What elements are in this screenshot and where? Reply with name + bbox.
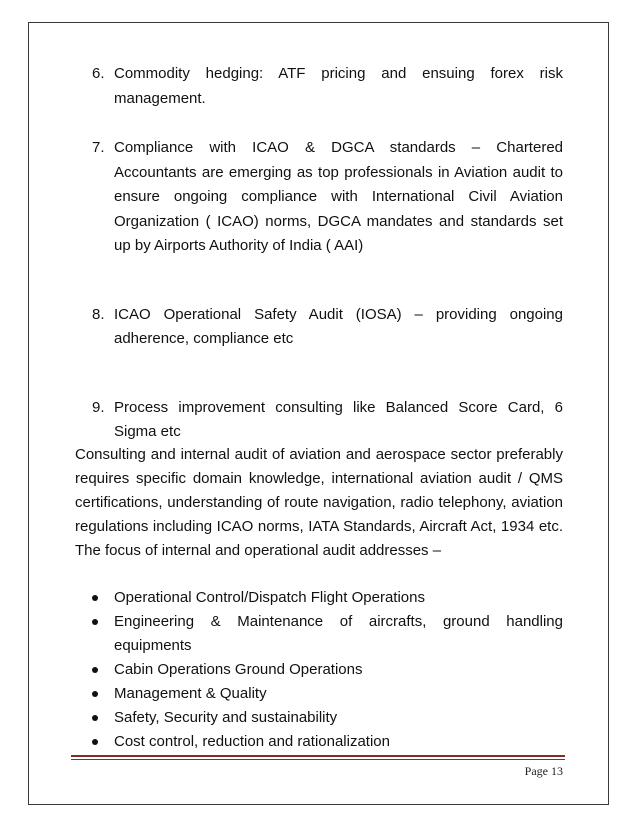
item-text: Process improvement consulting like Balanced Score Card, 6 Sigma etc: [114, 398, 563, 440]
bullet-item: [75, 586, 563, 610]
item-number: 7.: [92, 139, 105, 156]
bullet-icon: [92, 619, 98, 625]
bullet-item: [75, 658, 563, 682]
body-paragraph: Consulting and internal audit of aviation and aerospace sector preferably requires specific domain knowledge, international aviation audit / QMS certifications, understanding of route navigation, radio telephony, aviation regulations including ICAO norms, IATA Standards, Aircraft Act, 1934 etc. The focus of internal and operational audit addresses –: [75, 446, 563, 559]
bullet-icon: [92, 691, 98, 697]
item-number: 9.: [92, 398, 105, 416]
bullet-item: [75, 682, 563, 706]
bullet-text: Engineering & Maintenance of aircrafts, ground handling equipments: [114, 613, 563, 654]
list-item: [75, 62, 563, 111]
item-text: ICAO Operational Safety Audit (IOSA) – providing ongoing adherence, compliance etc: [114, 305, 563, 347]
bullet-text: Safety, Security and sustainability: [114, 709, 338, 726]
bullet-item: [75, 610, 563, 658]
footer-rule-thin: [71, 759, 565, 760]
page-number: Page 13: [524, 764, 563, 778]
bullet-icon: [92, 667, 98, 673]
footer-rule: [71, 755, 565, 757]
bullet-item: [75, 730, 563, 754]
list-item: [75, 136, 563, 259]
bullet-icon: [92, 739, 98, 745]
list-item: [75, 303, 563, 352]
bullet-icon: [92, 595, 98, 601]
bullet-text: Cost control, reduction and rationalization: [114, 733, 390, 750]
bullet-text: Operational Control/Dispatch Flight Operations: [114, 589, 425, 606]
bullet-list: [75, 586, 563, 754]
item-number: 6.: [92, 65, 105, 82]
bullet-text: Cabin Operations Ground Operations: [114, 661, 363, 678]
list-item: [75, 396, 563, 445]
item-text: Compliance with ICAO & DGCA standards – Chartered Accountants are emerging as top professionals in Aviation audit to ensure ongoing compliance with International Civil Aviation Organization ( ICAO) norms, DGCA mandates and standards set up by Airports Authority of India ( AAI): [114, 139, 563, 254]
bullet-item: [75, 706, 563, 730]
item-number: 8.: [92, 305, 105, 323]
bullet-icon: [92, 715, 98, 721]
bullet-text: Management & Quality: [114, 685, 267, 702]
numbered-list: [75, 62, 563, 445]
item-text: Commodity hedging: ATF pricing and ensuing forex risk management.: [114, 65, 563, 107]
